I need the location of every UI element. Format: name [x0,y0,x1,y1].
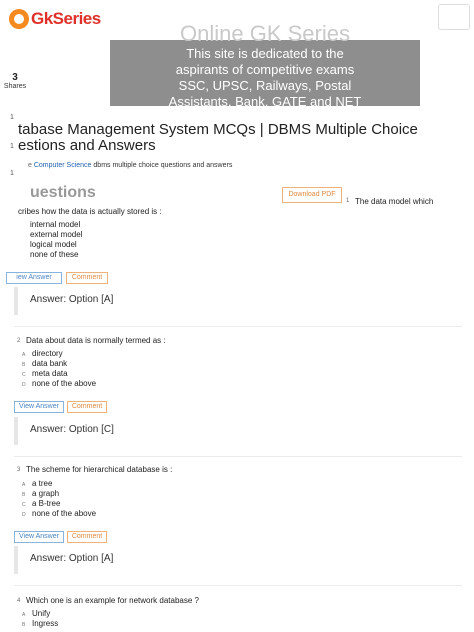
question-text: The scheme for hierarchical database is : [26,465,173,474]
options-list [22,349,96,389]
option-item[interactable]: external model [30,230,83,239]
option-item[interactable]: B Ingress [22,619,59,628]
answer-box [14,546,462,574]
question-number: 4 [17,598,21,604]
page-title-line: tabase Management System MCQs | DBMS Multiple Choice [18,121,418,138]
comment-button[interactable]: Comment [67,531,107,543]
breadcrumb [28,162,232,169]
question-text: Which one is an example for network database ? [26,596,199,605]
menu-button[interactable] [438,4,470,30]
view-answer-button[interactable]: View Answer [14,531,64,543]
question-number: 1 [346,198,350,204]
question-number: 3 [17,467,21,473]
hero-banner [110,22,420,110]
question-text-continued: cribes how the data is actually stored is : [18,207,162,216]
page-title-line: estions and Answers [18,137,156,154]
share-side-number: 1 [10,114,14,121]
option-item[interactable]: B data bank [22,359,68,368]
question-text: Data about data is normally termed as : [26,336,166,345]
share-widget[interactable] [2,72,28,90]
options-list [22,609,58,629]
share-count: 3 [12,72,18,83]
divider [14,456,462,457]
option-item[interactable]: C a B-tree [22,499,61,508]
answer-text: Answer: Option [A] [30,553,114,564]
page-title [18,122,438,154]
options-list [22,479,96,519]
logo-icon [9,9,29,29]
answer-text: Answer: Option [C] [30,424,114,435]
option-item[interactable]: D none of the above [22,509,97,518]
logo-text: GkSeries [31,9,101,28]
answer-buttons [0,401,120,413]
option-item[interactable]: logical model [30,240,77,249]
divider [14,585,462,586]
comment-button[interactable]: Comment [67,401,107,413]
breadcrumb-prefix: e [28,162,32,169]
breadcrumb-current: dbms multiple choice questions and answers [93,162,233,169]
section-heading: uestions [30,184,96,201]
view-answer-button[interactable]: iew Answer [6,272,62,284]
question-number: 2 [17,338,21,344]
option-item[interactable]: A a tree [22,479,53,488]
hero-line: Assistants, Bank, GATE and NET [168,94,362,109]
option-item[interactable]: A directory [22,349,63,358]
options-list [30,220,82,260]
answer-box [14,417,462,445]
site-logo[interactable] [9,9,101,29]
answer-buttons [0,272,120,284]
option-item[interactable]: A Unify [22,609,51,618]
view-answer-button[interactable]: View Answer [14,401,64,413]
option-item[interactable]: internal model [30,220,81,229]
option-item[interactable]: B a graph [22,489,60,498]
share-label: Shares [3,83,27,90]
option-item[interactable]: none of these [30,250,79,259]
breadcrumb-link-category[interactable]: Computer Science [33,162,92,169]
share-side-number: 1 [10,143,14,150]
hero-line: aspirants of competitive exams [175,62,355,77]
download-pdf-button[interactable]: Download PDF [282,187,342,203]
option-item[interactable]: D none of the above [22,379,97,388]
comment-button[interactable]: Comment [66,272,108,284]
divider [14,326,462,327]
option-item[interactable]: C meta data [22,369,68,378]
hero-title: Online GK Series [180,21,350,46]
share-side-number: 1 [10,170,14,177]
hero-line: SSC, UPSC, Railways, Postal [178,78,352,93]
answer-text: Answer: Option [A] [30,294,114,305]
answer-buttons [0,531,120,543]
hero-line: This site is dedicated to the [186,46,344,61]
question-text: The data model which [355,197,434,206]
answer-box [14,287,462,315]
